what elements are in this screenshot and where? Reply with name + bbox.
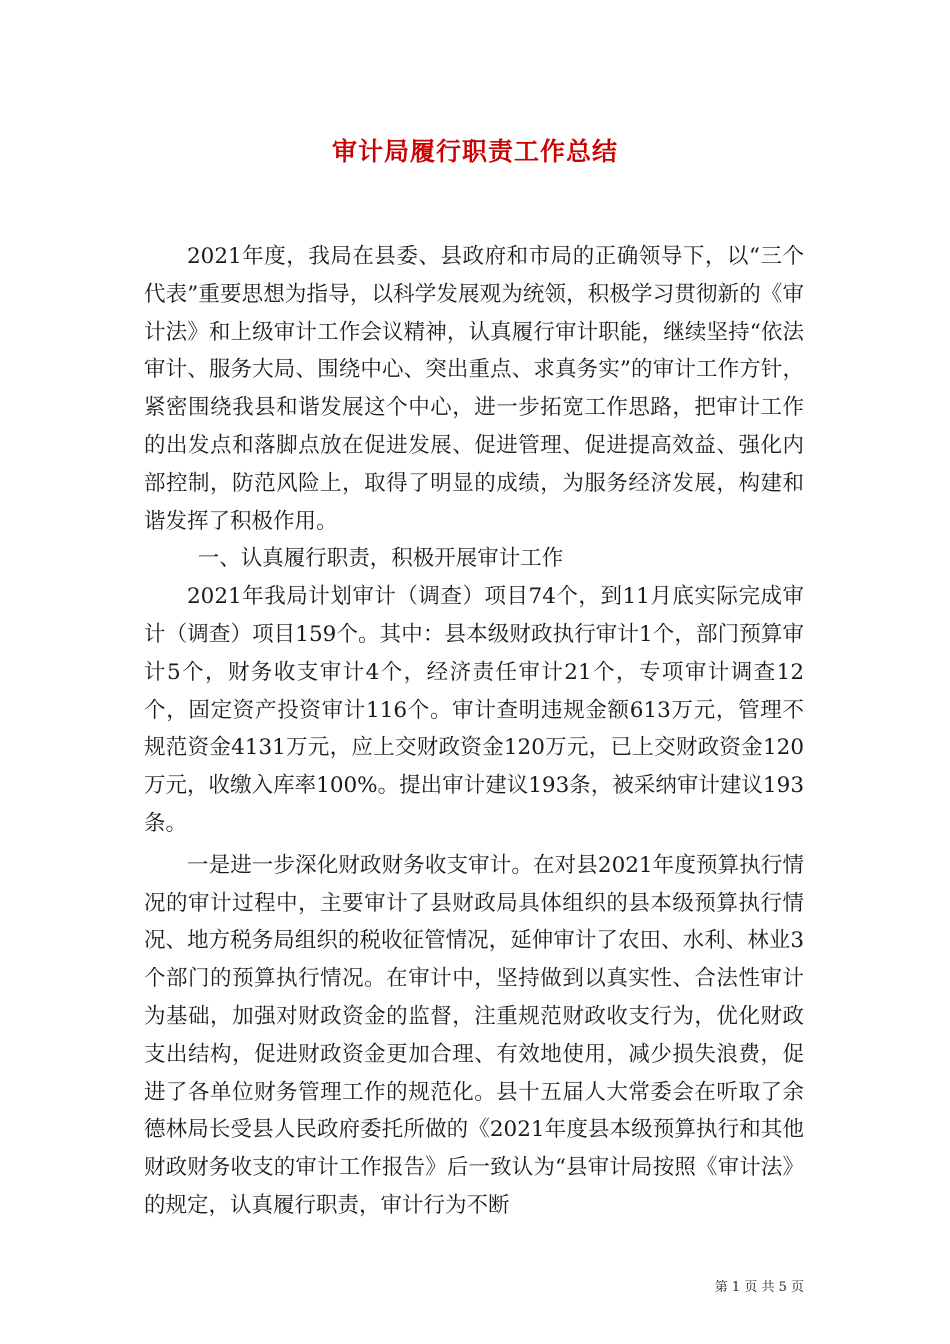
- document-body: [144, 238, 804, 1225]
- statistics-paragraph: 2021年我局计划审计（调查）项目74个，到11月底实际完成审计（调查）项目159个。其中：县本级财政执行审计1个，部门预算审计5个，财务收支审计4个，经济责任审计21个，专项审计调查12个，固定资产投资审计116个。审计查明违规金额613万元，管理不规范资金4131万元，应上交财政资金120万元，已上交财政资金120万元，收缴入库率100%。提出审计建议193条，被采纳审计建议193条。: [144, 584, 804, 836]
- page-number: 第 1 页 共 5 页: [714, 1280, 804, 1295]
- finance-audit-paragraph: 一是进一步深化财政财务收支审计。在对县2021年度预算执行情况的审计过程中，主要审计了县财政局具体组织的县本级预算执行情况、地方税务局组织的税收征管情况，延伸审计了农田、水利、林业3个部门的预算执行情况。在审计中，坚持做到以真实性、合法性审计为基础，加强对财政资金的监督，注重规范财政收支行为，优化财政支出结构，促进财政资金更加合理、有效地使用，减少损失浪费，促进了各单位财务管理工作的规范化。县十五届人大常委会在听取了余德林局长受县人民政府委托所做的《2021年度县本级预算执行和其他财政财务收支的审计工作报告》后一致认为“县审计局按照《审计法》的规定，认真履行职责，审计行为不断: [144, 852, 804, 1218]
- section-heading: 一、认真履行职责，积极开展审计工作: [197, 546, 564, 572]
- document-title: 审计局履行职责工作总结: [331, 137, 618, 166]
- intro-paragraph: 2021年度，我局在县委、县政府和市局的正确领导下，以“三个代表”重要思想为指导，以科学发展观为统领，积极学习贯彻新的《审计法》和上级审计工作会议精神，认真履行审计职能，继续坚持“依法审计、服务大局、围绕中心、突出重点、求真务实”的审计工作方针，紧密围绕我县和谐发展这个中心，进一步拓宽工作思路，把审计工作的出发点和落脚点放在促进发展、促进管理、促进提高效益、强化内部控制，防范风险上，取得了明显的成绩，为服务经济发展，构建和谐发挥了积极作用。: [144, 244, 804, 534]
